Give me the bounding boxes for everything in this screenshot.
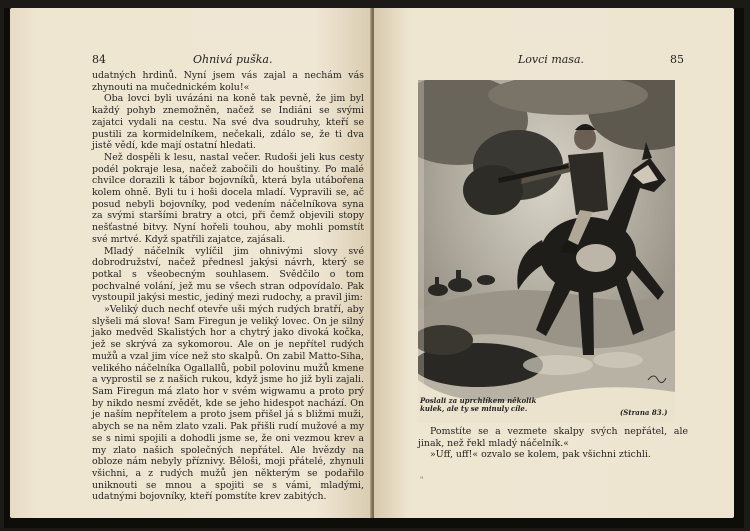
left-page-number: 84 [92,53,106,66]
paragraph: »Uff, uff!« ozvalo se kolem, pak všichni ztichli. [430,449,651,461]
left-body-text [92,70,364,503]
right-body-text [418,426,688,461]
paragraph: Oba lovci byli uvázáni na koně tak pevně, že jim byl každý pohyb znemožněn, načež se Indiáni se svými zajatci vydali na cestu. Na své dva soudruhy, kteří se pustili za kormidelníkem, nečekali, zdálo se, že ti dva jistě vědí, kde mají ostatní hledati. [92,93,364,152]
paragraph: »Veliký duch nechť otevře uši mých rudých bratří, aby slyšeli má slova! Sam Firegun je veliký lovec. On je silný jako medvěd Skalistých hor a chytrý jako divoká kočka, jež se skrývá za sykomorou. Ale on je nepřítel rudých mužů a vzal jim více než sto skalpů. On zabil Matto-Siha, velikého náčelníka Ogallallů, pobil polovinu mužů kmene a vyprostil se z našich rukou, když jsme ho již byli zajali. Sam Firegun má zlato hor v svém wigwamu a proto prý by nikdo nesmí zvědět, kde se jeho hidespot nachází. On je naším nepřítelem a proto jsem přišel já s bližmi muži, abych se na něm zlato vzali. Pak přišli rudí mužové a my se s nimi spojili a dohodli jsme se, že oni vezmou krev a my zlato našich společných nepřátel. Ale hvězdy na obloze nám nebyly příznivy. Běloši, moji přátelé, zhynuli všichni, a z rudých mužů jen některým se podařilo uniknouti se mnou a spojiti se s vámi, mladými, udatnými bojovníky, kteří pomstíte krev zabitých. [92,304,364,503]
footer-mark: " [420,476,424,484]
right-page-number: 85 [670,53,684,66]
left-running-head: Ohnivá puška. [193,53,273,66]
left-page [10,8,372,518]
right-running-head: Lovci masa. [518,53,585,66]
paragraph: Mladý náčelník vylíčil jim ohnivými slovy své dobrodružství, načež přednesl jakýsi návrh, který se potkal s všeobecným souhlasem. Svědčilo o tom pochvalné volání, jež mu se všech stran odpovídalo. Pak vystoupil jakýsi mestic, jediný mezi rudochy, a pravil jim: [92,245,364,304]
paragraph: udatných hrdinů. Nyní jsem vás zajal a nechám vás zhynouti na mučednickém kolu!« [92,70,364,93]
paragraph: Pomstíte se a vezmete skalpy svých nepřátel, ale jinak, než řekl mladý náčelník.« [418,426,688,449]
illustration-rider-on-horse [418,80,675,423]
right-page [374,8,734,518]
illustration-caption: Poslali za uprchlíkem několik kulek, ale ty se minuly cíle. [420,396,537,414]
illustration-page-reference: (Strana 83.) [620,408,668,417]
paragraph: Než dospěli k lesu, nastal večer. Rudoši jeli kus cesty podél pokraje lesa, načež zabočili do houštiny. Po malé chvilce dorazili k tábor bojovníků, která byla utábořena kolem ohně. Byli tu i hoši docela mladí. Vypravili se, ač posud nebyli bojovníky, pod vedením náčelníkova syna za svými staršími bratry a otci, při čemž objevili stopy nešťastné bitvy. Nyní hořeli touhou, aby mohli pomstít své mrtvé. Když spatřili zajatce, zajásali. [92,151,364,245]
